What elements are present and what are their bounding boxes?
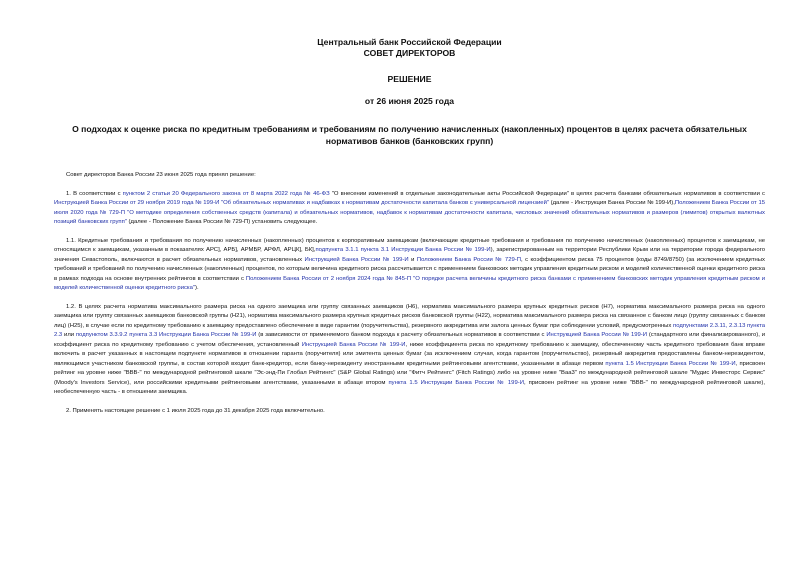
subclause-link[interactable]: подпункта 3.1.1 пункта 3.1 Инструкции Банка России № 199-И (315, 247, 491, 253)
text-run: (далее - Инструкция Банка России № 199-И), (548, 200, 675, 206)
text-run: (стандартного или финализированного), и коэффициент риска по кредитному требованию с учетом обеспечения, установленный (54, 332, 766, 348)
text-run: ). (195, 285, 199, 291)
law-link[interactable]: пунктом 2 статьи 20 Федерального закона от 8 марта 2022 года № 46-ФЗ (122, 190, 330, 197)
instruction-199-link[interactable]: Инструкцией Банка России № 199-И (546, 332, 648, 338)
text-run: и (408, 256, 417, 263)
document-body (54, 171, 765, 416)
text-run: или (62, 332, 76, 338)
subclause-3-3-9-2-link[interactable]: подпунктом 3.3.9.2 пункта 3.3 Инструкции Банка России № 199-И (75, 332, 257, 338)
regulation-729-link[interactable]: Положением Банка России от 15 июля 2020 года № 729-П "О методике определения собственных средств (капитала) и обязательных нормативов, надбавок к нормативам достаточности капитала, числовых значений обязательных нормативов и размеров (лимитов) открытых валютных позиций банковских групп" (54, 200, 765, 225)
clause-1-5-link[interactable]: пункта 1.5 Инструкции Банка России № 199-И (605, 360, 736, 367)
text-run: "О внесении изменений в отдельные законодательные акты Российской Федерации" в целях расчета банками обязательных нормативов в соответствии с (329, 190, 765, 197)
intro-paragraph: Совет директоров Банка России 23 июня 2025 года принял решение: (66, 172, 256, 178)
instruction-199-link[interactable]: Инструкцией Банка России от 29 ноября 2019 года № 199-И "Об обязательных нормативах и надбавках к нормативам достаточности капитала банков с универсальной лицензией" (54, 200, 549, 206)
text-run: , с коэффициентом риска 75 процентов (коды 8749/8750) (за исключением кредитных требований и требований по получению начисленных (накопленных) процентов, по которым величина кредитного риска рассчитывается с применением банковских методик управления кредитным риском и моделей количественной оценки кредитного риска в рамках подхода на основе внутренних рейтингов в соответствии с (54, 256, 765, 282)
org-name: Центральный банк Российской Федерации (317, 37, 502, 47)
paragraph-1 (54, 190, 765, 228)
instruction-199-link[interactable]: Инструкцией Банка России № 199-И (301, 341, 406, 348)
regulation-729-link[interactable]: Положением Банка России № 729-П (416, 256, 521, 263)
text-run: ), зарегистрированным на территории Республики Крым или на территории города федерального значения Севастополь, включаются в расчет обязательных нормативов, установленных (54, 247, 765, 263)
clause-1-5-link[interactable]: пункта 1.5 Инструкции Банка России № 199-И (388, 379, 524, 386)
board-name: СОВЕТ ДИРЕКТОРОВ (363, 48, 456, 58)
regulation-845-link[interactable]: Положением Банка России от 2 ноября 2024 года № 845-П "О порядке расчета величины кредитного риска банками с применением банковских методик управления кредитным риском и моделей количественной оценки кредитного риска" (54, 275, 765, 291)
text-run: 1.1. Кредитные требования и требования по получению начисленных (накопленных) процентов к корпоративным заемщикам (включающие кредитные требования и требования по получению начисленных (накопленных) процентов к заемщикам, не относящимся к заемщикам, указанным в показателях АРС], АРБ], АРМБР, АРФЛ, АРЦК], БК], (54, 237, 765, 253)
text-run: , ниже коэффициента риска по кредитному требованию к заемщику, обеспеченному часть кредитного требования банк вправе включить в расчет указанных в настоящем подпункте нормативов в отношении гаранта (поручителя) или эмитента ценных бумаг (за исключением случая, когда гарантом (поручительство), резервный аккредитив предоставлены банком-нерезидентом, являющимся участником банковской группы, в состав которой входит банк-кредитор, если банку-нерезиденту иностранными кредитными рейтинговыми агентствами, указанными в абзаце первом (54, 341, 765, 367)
paragraph-2: 2. Применять настоящее решение с 1 июля 2025 года до 31 декабря 2025 года включительно. (66, 407, 325, 414)
text-run: 1. В соответствии с (66, 190, 123, 197)
paragraph-1-1 (54, 237, 765, 294)
text-run: , присвоен рейтинг на уровне ниже "BBB-" по международной рейтинговой шкале), необеспеченную часть - в отношении заемщика. (54, 379, 765, 395)
paragraph-1-2 (54, 303, 765, 398)
text-run: (далее - Положение Банка России № 729-П) установить следующее. (126, 219, 318, 225)
text-run: (в зависимости от применяемого банком подхода к расчету обязательных нормативов в соответствии с (256, 332, 547, 338)
doc-type: РЕШЕНИЕ (387, 74, 432, 84)
doc-date: от 26 июня 2025 года (364, 96, 455, 106)
document-header (54, 0, 765, 147)
subclauses-2-3-link[interactable]: подпунктами 2.3.11, 2.3.13 пункта 2.3 (54, 322, 765, 338)
instruction-199-link[interactable]: Инструкцией Банка России № 199-И (304, 256, 409, 263)
text-run: , присвоен рейтинг на уровне ниже "BBB-" по международной рейтинговой шкале "Эс-энд-Пи Глобал Рейтингс" (S&P Global Ratings) или "Фитч Рейтингс" (Fitch Ratings) либо на уровне ниже "Baa3" по международной рейтинговой шкале "Мудис Инвесторс Сервис" (Moody's Investors Service), или российскими кредитными рейтинговыми агентствами, указанными в абзаце втором (54, 360, 766, 386)
text-run: 1.2. В целях расчета норматива максимального размера риска на одного заемщика или группу связанных заемщиков (Н6), норматива максимального размера крупных кредитных рисков (Н7), норматива максимального размера риска на одного заемщика или группу связанных заемщиков банковской группы (Н21), норматива максимального размера крупных кредитных рисков банковской группы (Н22), норматива максимального размера риска на связанное с банком лицо (группу связанных с банком лиц) (Н25), в случае если по кредитному требованию к заемщику предоставлено обеспечение в виде гарантии (поручительства), резервного аккредитива или залога ценных бумаг при соблюдении условий, предусмотренных (54, 303, 765, 329)
doc-title: О подходах к оценке риска по кредитным требованиям и требованиям по получению начисленных (накопленных) процентов в целях расчета обязательных нормативов банков (банковских групп) (72, 124, 747, 146)
